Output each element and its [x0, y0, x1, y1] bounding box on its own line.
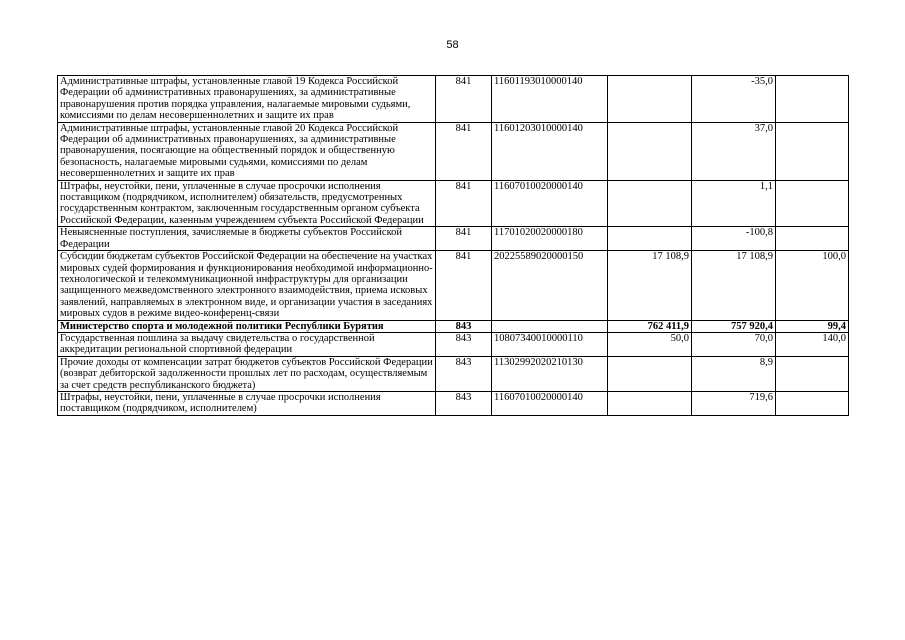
table-row	[58, 122, 849, 180]
planned-amount-cell	[608, 76, 692, 123]
revenue-name-cell: Штрафы, неустойки, пени, уплаченные в случае просрочки исполнения поставщиком (подрядчиком, исполнителем) обязательств, предусмотренных государственным контрактом, заключенным государственным органом субъекта Российской Федерации, казенным учреждением субъекта Российской Федерации	[58, 180, 436, 227]
budget-classification-code-cell: 11601203010000140	[492, 122, 608, 180]
budget-revenue-table	[57, 75, 849, 416]
table-row	[58, 251, 849, 320]
administrator-code-cell: 843	[436, 356, 492, 391]
budget-classification-code-cell: 10807340010000110	[492, 332, 608, 356]
administrator-code-cell: 843	[436, 332, 492, 356]
administrator-code-cell: 841	[436, 76, 492, 123]
actual-amount-cell: -35,0	[692, 76, 776, 123]
execution-percent-cell	[776, 180, 849, 227]
administrator-code-cell: 841	[436, 180, 492, 227]
table-row	[58, 76, 849, 123]
actual-amount-cell: 17 108,9	[692, 251, 776, 320]
revenue-name-cell: Невыясненные поступления, зачисляемые в бюджеты субъектов Российской Федерации	[58, 227, 436, 251]
revenue-name-cell: Субсидии бюджетам субъектов Российской Федерации на обеспечение на участках мировых судей формирования и функционирования необходимой информационно-технологической и телекоммуникационной инфраструктуры для организации защищенного межведомственного электронного взаимодействия, приема исковых заявлений, направляемых в электронном виде, и организации участия в заседаниях мировых судов в режиме видео-конференц-связи	[58, 251, 436, 320]
actual-amount-cell: 37,0	[692, 122, 776, 180]
execution-percent-cell	[776, 76, 849, 123]
actual-amount-cell: 8,9	[692, 356, 776, 391]
budget-classification-code-cell: 20225589020000150	[492, 251, 608, 320]
execution-percent-cell: 99,4	[776, 320, 849, 332]
table-row	[58, 332, 849, 356]
administrator-code-cell: 841	[436, 122, 492, 180]
planned-amount-cell	[608, 391, 692, 415]
planned-amount-cell: 17 108,9	[608, 251, 692, 320]
administrator-code-cell: 843	[436, 391, 492, 415]
budget-classification-code-cell: 11701020020000180	[492, 227, 608, 251]
table-row	[58, 356, 849, 391]
actual-amount-cell: -100,8	[692, 227, 776, 251]
execution-percent-cell	[776, 356, 849, 391]
revenue-name-cell: Государственная пошлина за выдачу свидетельства о государственной аккредитации региональной спортивной федерации	[58, 332, 436, 356]
budget-classification-code-cell	[492, 320, 608, 332]
revenue-name-cell: Административные штрафы, установленные главой 19 Кодекса Российской Федерации об административных правонарушениях, за административные правонарушения против порядка управления, налагаемые мировыми судьями, комиссиями по делам несовершеннолетних и защите их прав	[58, 76, 436, 123]
actual-amount-cell: 70,0	[692, 332, 776, 356]
ministry-name-cell: Министерство спорта и молодежной политики Республики Бурятия	[58, 320, 436, 332]
actual-amount-cell: 719,6	[692, 391, 776, 415]
budget-classification-code-cell: 11607010020000140	[492, 391, 608, 415]
administrator-code-cell: 843	[436, 320, 492, 332]
revenue-name-cell: Прочие доходы от компенсации затрат бюджетов субъектов Российской Федерации (возврат дебиторской задолженности прошлых лет по расходам, осуществляемым за счет средств республиканского бюджета)	[58, 356, 436, 391]
budget-classification-code-cell: 11302992020210130	[492, 356, 608, 391]
actual-amount-cell: 757 920,4	[692, 320, 776, 332]
table-row	[58, 180, 849, 227]
budget-classification-code-cell: 11607010020000140	[492, 180, 608, 227]
planned-amount-cell	[608, 122, 692, 180]
administrator-code-cell: 841	[436, 251, 492, 320]
execution-percent-cell	[776, 227, 849, 251]
budget-classification-code-cell: 11601193010000140	[492, 76, 608, 123]
revenue-name-cell: Административные штрафы, установленные главой 20 Кодекса Российской Федерации об административных правонарушениях, за административные правонарушения, посягающие на общественный порядок и общественную безопасность, налагаемые мировыми судьями, комиссиями по делам несовершеннолетних и защите их прав	[58, 122, 436, 180]
execution-percent-cell: 100,0	[776, 251, 849, 320]
revenue-name-cell: Штрафы, неустойки, пени, уплаченные в случае просрочки исполнения поставщиком (подрядчиком, исполнителем)	[58, 391, 436, 415]
table-row	[58, 391, 849, 415]
planned-amount-cell	[608, 180, 692, 227]
table-row	[58, 227, 849, 251]
actual-amount-cell: 1,1	[692, 180, 776, 227]
ministry-total-row	[58, 320, 849, 332]
execution-percent-cell	[776, 391, 849, 415]
planned-amount-cell	[608, 356, 692, 391]
execution-percent-cell	[776, 122, 849, 180]
administrator-code-cell: 841	[436, 227, 492, 251]
planned-amount-cell: 762 411,9	[608, 320, 692, 332]
page-number: 58	[446, 39, 459, 51]
planned-amount-cell	[608, 227, 692, 251]
planned-amount-cell: 50,0	[608, 332, 692, 356]
execution-percent-cell: 140,0	[776, 332, 849, 356]
